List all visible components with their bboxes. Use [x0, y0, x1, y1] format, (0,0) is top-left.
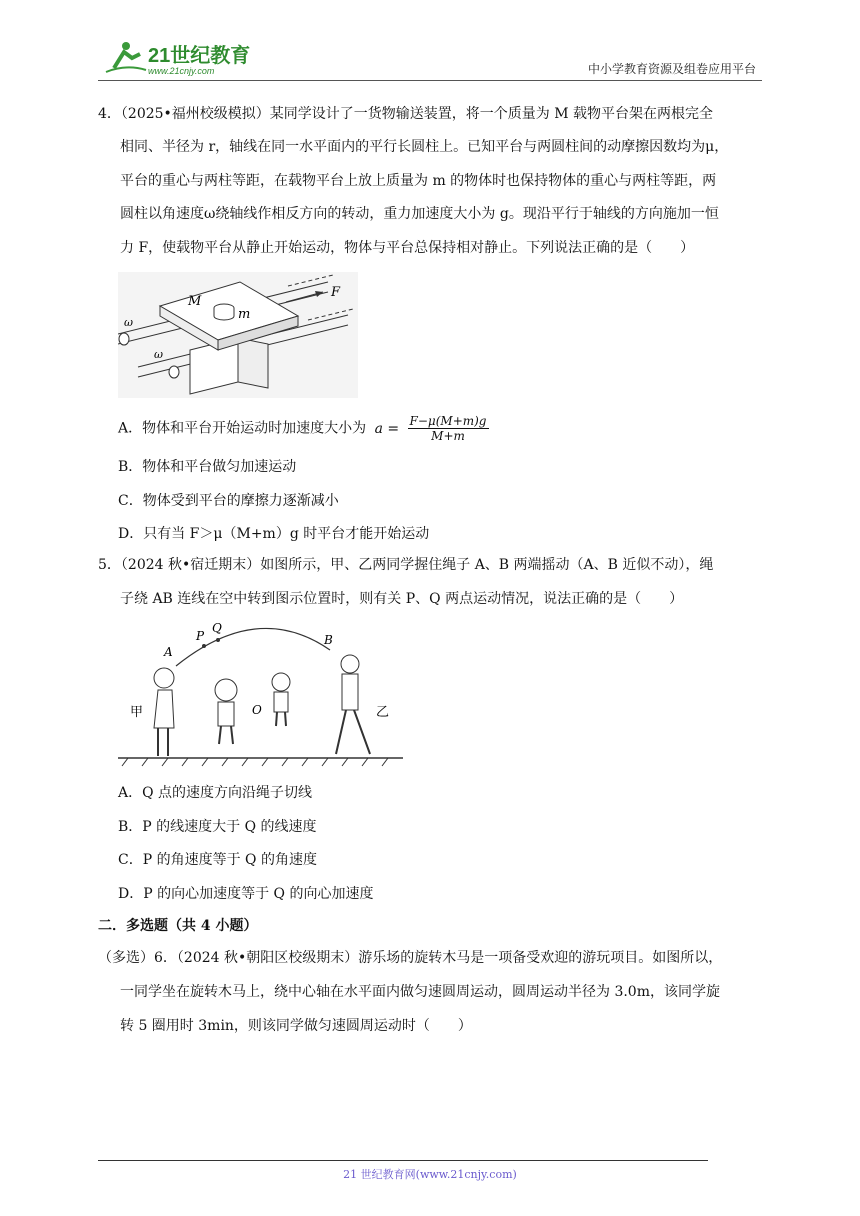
q4-option-a-fraction: [408, 414, 489, 443]
fig-label-O: O: [252, 703, 262, 717]
fig-label-P: P: [196, 629, 205, 643]
fig-label-yi: 乙: [376, 705, 390, 720]
fig-label-M: M: [188, 294, 202, 309]
q5-option-a: A．Q 点的速度方向沿绳子切线: [118, 785, 313, 801]
footer-divider: [98, 1160, 708, 1161]
q4-option-d: D．只有当 F＞μ（M+m）g 时平台才能开始运动: [118, 526, 430, 542]
q4-option-c: C．物体受到平台的摩擦力逐渐减小: [118, 493, 339, 509]
q5-line-1: 5．（2024 秋•宿迁期末）如图所示，甲、乙两同学握住绳子 A、B 两端摇动（A、B 近似不动），绳: [98, 557, 714, 573]
q5-option-d: D．P 的向心加速度等于 Q 的向心加速度: [118, 886, 374, 902]
q6-line-3: 转 5 圈用时 3min，则该同学做匀速圆周运动时（ ）: [120, 1018, 472, 1034]
fig-label-jia: 甲: [130, 705, 144, 720]
logo-main-text: 21世纪教育: [148, 45, 251, 67]
q5-option-b: B．P 的线速度大于 Q 的线速度: [118, 819, 317, 835]
q4-line-4: 圆柱以角速度ω绕轴线作相反方向的转动，重力加速度大小为 g。现沿平行于轴线的方向施加一恒: [120, 206, 719, 222]
fig-label-A: A: [164, 645, 173, 659]
q4-line-3: 平台的重心与两柱等距，在载物平台上放上质量为 m 的物体时也保持物体的重心与两柱等距，两: [120, 173, 717, 189]
q4-option-b: B．物体和平台做匀加速运动: [118, 459, 297, 475]
section-heading: 二．多选题（共 4 小题）: [98, 918, 258, 934]
q5-option-c: C．P 的角速度等于 Q 的角速度: [118, 852, 317, 868]
logo-sub-text: www.21cnjy.com: [148, 66, 215, 76]
header-divider: [98, 80, 762, 81]
q6-line-1: （多选）6．（2024 秋•朝阳区校级期末）游乐场的旋转木马是一项备受欢迎的游玩项目。如图所以，: [98, 950, 723, 966]
fraction-denominator: M+m: [431, 429, 465, 443]
fig-label-B: B: [324, 633, 333, 647]
fig-label-m: m: [238, 307, 251, 322]
header-platform-text: 中小学教育资源及组卷应用平台: [587, 62, 756, 76]
fraction-numerator: F−μ(M+m)g: [409, 414, 487, 428]
q4-platform-figure: [118, 272, 358, 398]
site-logo: [96, 38, 256, 78]
q5-line-2: 子绕 AB 连线在空中转到图示位置时，则有关 P、Q 两点运动情况，说法正确的是（ ）: [120, 591, 684, 607]
q4-option-a-formula-lhs: a =: [374, 420, 400, 437]
footer-text: 21 世纪教育网(www.21cnjy.com): [343, 1168, 517, 1181]
q4-option-a: [118, 414, 489, 443]
fig-label-F: F: [331, 285, 341, 300]
q4-option-a-text: A．物体和平台开始运动时加速度大小为: [118, 420, 367, 437]
q6-line-2: 一同学坐在旋转木马上，绕中心轴在水平面内做匀速圆周运动，圆周运动半径为 3.0m，该同学旋: [120, 984, 720, 1000]
fig-label-Q: Q: [212, 621, 222, 635]
q4-line-2: 相同、半径为 r，轴线在同一水平面内的平行长圆柱上。已知平台与两圆柱间的动摩擦因数均为μ，: [120, 139, 729, 155]
fig-label-omega-2: ω: [154, 348, 163, 361]
q4-line-1: 4．（2025•福州校级模拟）某同学设计了一货物输送装置，将一个质量为 M 载物平台架在两根完全: [98, 106, 714, 122]
fig-label-omega-1: ω: [124, 316, 133, 329]
q4-line-5: 力 F，使载物平台从静止开始运动，物体与平台总保持相对静止。下列说法正确的是（ ）: [120, 240, 695, 256]
q5-rope-figure: [118, 620, 403, 770]
